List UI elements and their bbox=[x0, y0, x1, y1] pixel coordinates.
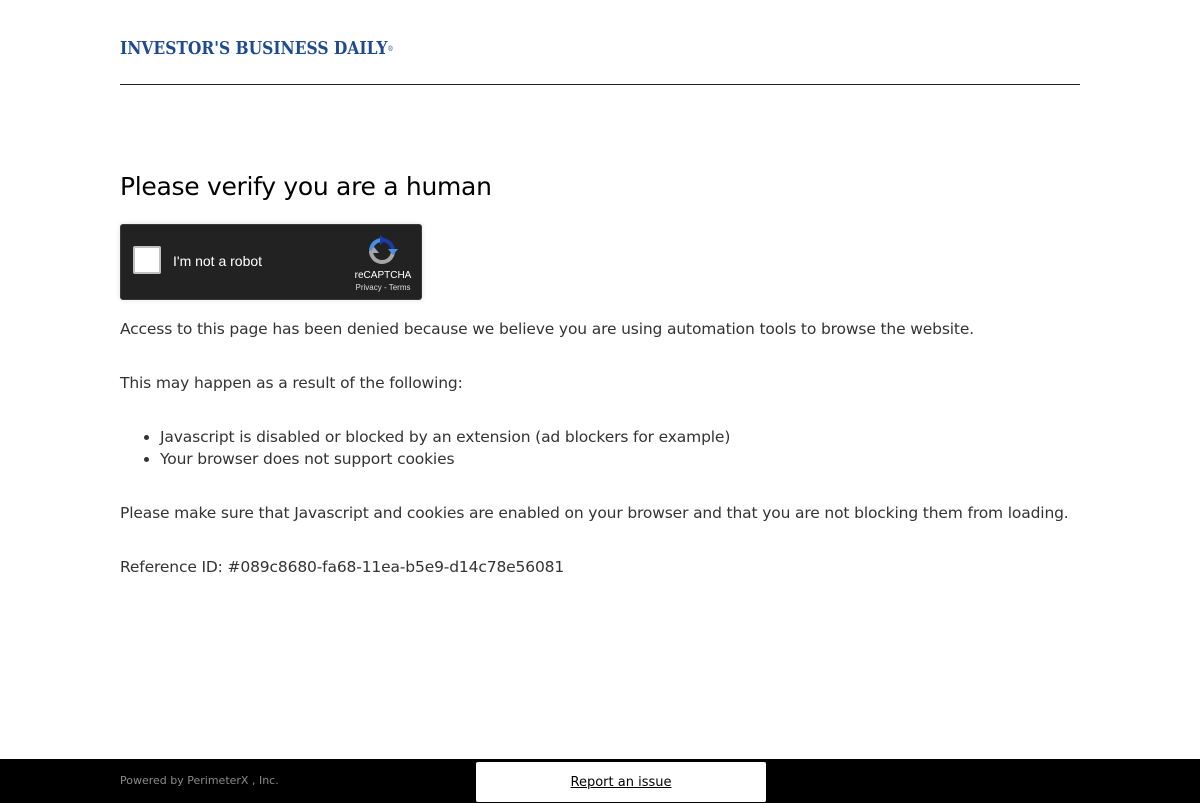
recaptcha-terms-link[interactable]: Terms bbox=[388, 283, 411, 292]
reference-value: #089c8680-fa68-11ea-b5e9-d14c78e56081 bbox=[227, 558, 565, 576]
header bbox=[120, 0, 1080, 85]
recaptcha-brand: reCAPTCHA bbox=[354, 270, 412, 281]
instructions-text: Please make sure that Javascript and cookies are enabled on your browser and that you are not blocking them from loading. bbox=[120, 504, 1069, 522]
reasons-list bbox=[120, 426, 730, 470]
site-logo[interactable] bbox=[120, 39, 394, 59]
recaptcha-label: I'm not a robot bbox=[173, 253, 263, 269]
list-item: • Your browser does not support cookies bbox=[160, 448, 730, 470]
report-issue-button[interactable]: Report an issue bbox=[476, 762, 766, 802]
main-content bbox=[120, 170, 1080, 576]
reference-id bbox=[120, 556, 564, 578]
recaptcha-logo-icon bbox=[366, 235, 398, 267]
logo-registered-mark: ® bbox=[387, 45, 394, 53]
reference-label: Reference ID: bbox=[120, 558, 223, 576]
footer bbox=[0, 759, 1200, 803]
denied-message: Access to this page has been denied because we believe you are using automation tools to browse the website. bbox=[120, 320, 975, 338]
page-title: Please verify you are a human bbox=[120, 172, 492, 201]
list-item: • Javascript is disabled or blocked by an extension (ad blockers for example) bbox=[160, 426, 730, 448]
logo-text: INVESTOR'S BUSINESS DAILY bbox=[120, 38, 388, 59]
recaptcha-widget bbox=[120, 224, 422, 300]
reasons-intro: This may happen as a result of the following: bbox=[120, 374, 463, 392]
recaptcha-links-separator: - bbox=[383, 283, 387, 292]
recaptcha-checkbox[interactable] bbox=[133, 246, 161, 274]
powered-by-text: Powered by PerimeterX , Inc. bbox=[120, 774, 279, 787]
recaptcha-privacy-link[interactable]: Privacy bbox=[355, 283, 382, 292]
recaptcha-links bbox=[343, 283, 423, 293]
